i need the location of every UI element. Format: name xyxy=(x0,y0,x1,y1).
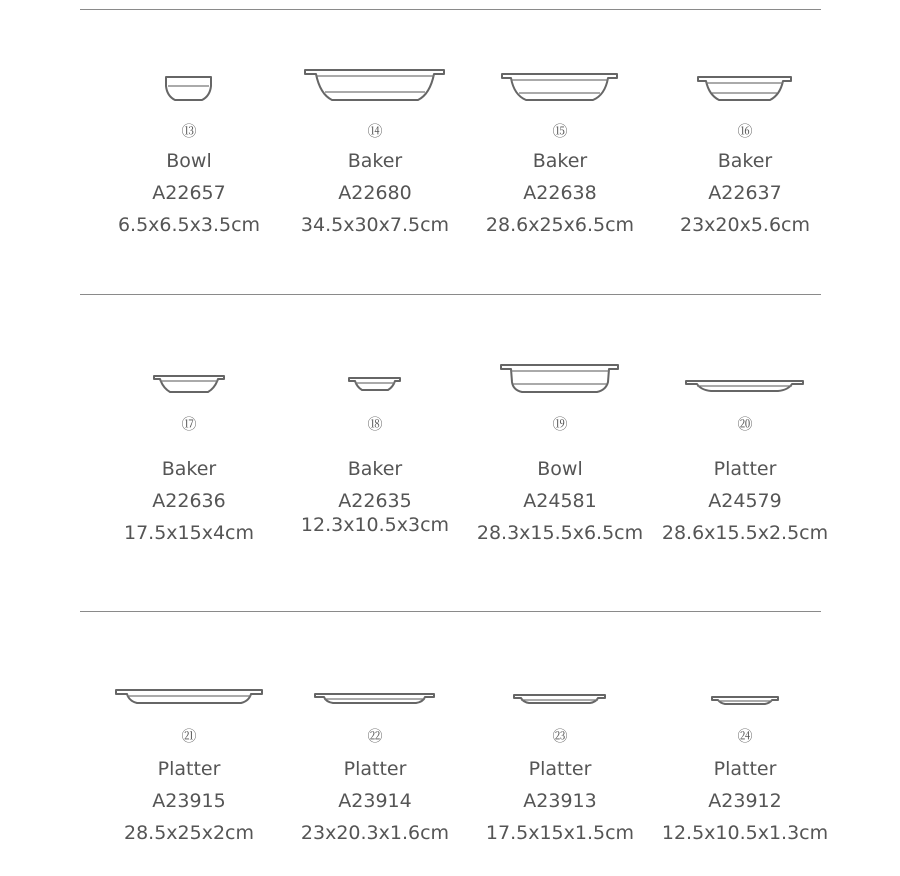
item-size: 17.5x15x4cm xyxy=(123,522,254,544)
platter-icon xyxy=(465,620,655,720)
baker-icon xyxy=(465,0,655,110)
item-name: Baker xyxy=(717,150,773,172)
item-number: ㉒ xyxy=(367,727,383,745)
item-size: 12.5x10.5x1.3cm xyxy=(661,822,829,844)
baker-small-icon xyxy=(280,300,470,410)
item-code: A24581 xyxy=(523,490,597,512)
baker-large-icon xyxy=(280,0,470,110)
baker-small-icon xyxy=(94,300,284,410)
product-item xyxy=(650,620,840,860)
item-size: 12.3x10.5x3cm xyxy=(300,514,450,536)
item-size: 23x20x5.6cm xyxy=(679,214,810,236)
item-size: 6.5x6.5x3.5cm xyxy=(117,214,261,236)
item-code: A23912 xyxy=(708,790,782,812)
section-divider-1 xyxy=(80,294,821,295)
item-code: A22636 xyxy=(152,490,226,512)
item-name: Platter xyxy=(713,458,777,480)
item-code: A22635 xyxy=(338,490,412,512)
bowl-oval-icon xyxy=(465,300,655,410)
item-size: 28.6x25x6.5cm xyxy=(485,214,635,236)
item-code: A23914 xyxy=(338,790,412,812)
item-size: 28.6x15.5x2.5cm xyxy=(661,522,829,544)
product-item xyxy=(94,620,284,860)
item-size: 17.5x15x1.5cm xyxy=(485,822,635,844)
item-name: Bowl xyxy=(537,458,583,480)
item-number: ㉑ xyxy=(181,727,197,745)
product-item xyxy=(650,300,840,560)
product-item xyxy=(94,0,284,260)
item-number: ⑭ xyxy=(367,122,383,140)
item-number: ㉔ xyxy=(737,727,753,745)
product-item xyxy=(650,0,840,260)
item-name: Platter xyxy=(713,758,777,780)
item-number: ⑯ xyxy=(737,122,753,140)
item-number: ㉓ xyxy=(552,727,568,745)
item-code: A23915 xyxy=(152,790,226,812)
item-number: ⑱ xyxy=(367,415,383,433)
baker-icon xyxy=(650,0,840,110)
item-code: A23913 xyxy=(523,790,597,812)
item-name: Platter xyxy=(528,758,592,780)
item-name: Baker xyxy=(347,150,403,172)
platter-icon xyxy=(94,620,284,720)
item-number: ⑲ xyxy=(552,415,568,433)
item-size: 34.5x30x7.5cm xyxy=(300,214,450,236)
product-item xyxy=(280,300,470,560)
item-size: 23x20.3x1.6cm xyxy=(300,822,450,844)
item-name: Baker xyxy=(347,458,403,480)
product-item xyxy=(280,620,470,860)
product-item xyxy=(465,300,655,560)
item-code: A22637 xyxy=(708,182,782,204)
item-size: 28.5x25x2cm xyxy=(123,822,254,844)
product-item xyxy=(465,620,655,860)
item-name: Platter xyxy=(157,758,221,780)
item-name: Baker xyxy=(532,150,588,172)
item-number: ⑳ xyxy=(737,415,753,433)
item-name: Baker xyxy=(161,458,217,480)
platter-icon xyxy=(650,620,840,720)
item-size: 28.3x15.5x6.5cm xyxy=(476,522,644,544)
item-code: A22638 xyxy=(523,182,597,204)
platter-icon xyxy=(650,300,840,410)
item-name: Bowl xyxy=(166,150,212,172)
platter-icon xyxy=(280,620,470,720)
item-number: ⑮ xyxy=(552,122,568,140)
bowl-small-icon xyxy=(94,0,284,110)
section-divider-2 xyxy=(80,611,821,612)
item-code: A22657 xyxy=(152,182,226,204)
item-code: A22680 xyxy=(338,182,412,204)
item-number: ⑬ xyxy=(181,122,197,140)
item-number: ⑰ xyxy=(181,415,197,433)
product-item xyxy=(94,300,284,560)
item-code: A24579 xyxy=(708,490,782,512)
product-item xyxy=(465,0,655,260)
item-name: Platter xyxy=(343,758,407,780)
product-item xyxy=(280,0,470,260)
